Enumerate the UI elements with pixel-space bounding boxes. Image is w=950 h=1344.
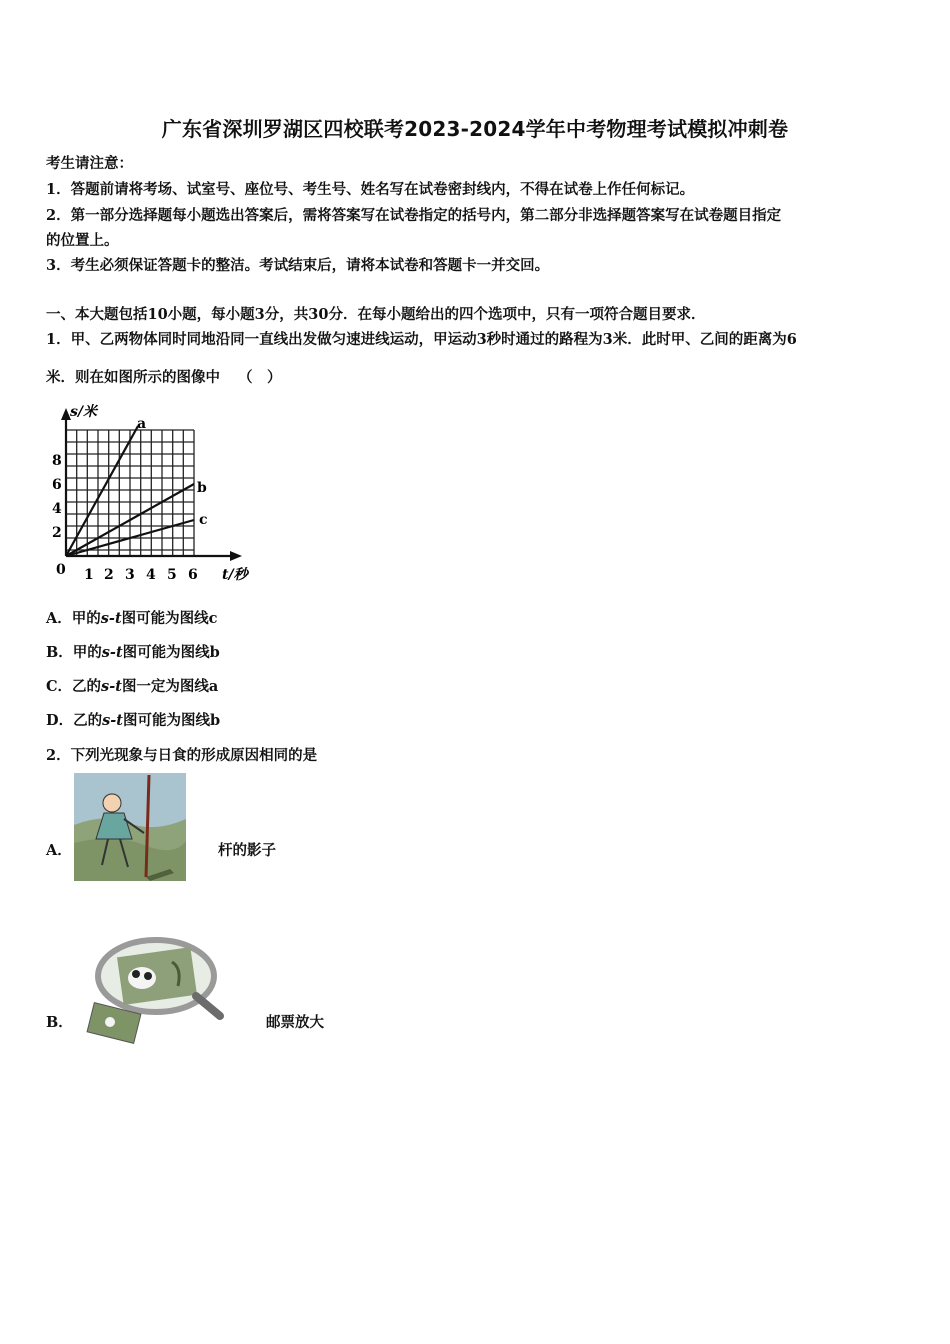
option-var: s-t <box>100 610 122 627</box>
x-tick-2: 2 <box>104 567 114 583</box>
q1-stem-line2 <box>46 366 282 387</box>
notice-item-1: 1．答题前请将考场、试室号、座位号、考生号、姓名写在试卷密封线内，不得在试卷上作任何标记。 <box>46 181 695 198</box>
y-tick-4: 4 <box>52 501 62 517</box>
notice-item-3: 3．考生必须保证答题卡的整洁。考试结束后，请将本试卷和答题卡一并交回。 <box>46 257 550 274</box>
st-graph <box>44 398 256 584</box>
q1-option-b[interactable] <box>46 641 220 662</box>
notice-heading: 考生请注意： <box>46 155 133 172</box>
pole-shadow-image <box>74 773 186 881</box>
option-letter: A． <box>46 610 72 627</box>
x-tick-5: 5 <box>167 567 177 583</box>
option-var: s-t <box>101 678 122 695</box>
x-axis-label: t/秒 <box>222 567 248 583</box>
option-text: 图可能为图线c <box>121 610 218 627</box>
q1-stem-text: 米．则在如图所示的图像中 <box>46 369 220 386</box>
option-letter: B． <box>46 644 73 661</box>
line-label-b: b <box>197 480 207 496</box>
q2-option-b-letter[interactable]: B． <box>46 1014 73 1031</box>
option-letter: C． <box>46 678 73 695</box>
option-text: 图可能为图线b <box>122 712 221 729</box>
origin-label: 0 <box>56 562 66 578</box>
x-tick-3: 3 <box>125 567 135 583</box>
option-letter: D． <box>46 712 74 729</box>
magnified-stamp-image <box>80 932 230 1050</box>
y-tick-8: 8 <box>52 453 62 469</box>
x-tick-1: 1 <box>84 567 94 583</box>
option-text: 图一定为图线a <box>121 678 219 695</box>
q2-option-a-letter[interactable]: A． <box>46 842 72 859</box>
page-title: 广东省深圳罗湖区四校联考2023-2024学年中考物理考试模拟冲刺卷 <box>161 117 789 141</box>
q1-option-a[interactable] <box>46 607 218 628</box>
q2-option-b-caption: 邮票放大 <box>266 1014 324 1031</box>
option-var: s-t <box>102 712 123 729</box>
option-text: 乙的 <box>73 712 103 729</box>
x-tick-6: 6 <box>188 567 198 583</box>
notice-item-2-cont: 的位置上。 <box>46 232 119 249</box>
q1-option-c[interactable] <box>46 675 218 696</box>
y-tick-6: 6 <box>52 477 62 493</box>
x-tick-4: 4 <box>146 567 156 583</box>
q2-stem: 2．下列光现象与日食的形成原因相同的是 <box>46 747 318 764</box>
option-text: 图可能为图线b <box>122 644 220 661</box>
section-heading: 一、本大题包括10小题，每小题3分，共30分．在每小题给出的四个选项中，只有一项符合题目要求． <box>46 306 706 323</box>
line-label-a: a <box>137 416 147 432</box>
y-axis-label: s/米 <box>70 404 97 420</box>
option-var: s-t <box>101 644 123 661</box>
line-label-c: c <box>199 512 208 528</box>
y-tick-2: 2 <box>52 525 62 541</box>
option-text: 乙的 <box>72 678 102 695</box>
q1-stem-line1: 1．甲、乙两物体同时同地沿同一直线出发做匀速进线运动，甲运动3秒时通过的路程为3米．此时甲、乙间的距离为6 <box>46 331 797 348</box>
q1-option-d[interactable] <box>46 709 220 730</box>
x-axis-arrow <box>230 551 242 561</box>
notice-item-2: 2．第一部分选择题每小题选出答案后，需将答案写在试卷指定的括号内，第二部分非选择题答案写在试卷题目指定 <box>46 207 782 224</box>
option-text: 甲的 <box>71 610 101 627</box>
q2-option-a-caption: 杆的影子 <box>218 842 276 859</box>
answer-paren: （ ） <box>238 369 282 386</box>
graph-axes <box>66 416 234 556</box>
option-text: 甲的 <box>72 644 102 661</box>
